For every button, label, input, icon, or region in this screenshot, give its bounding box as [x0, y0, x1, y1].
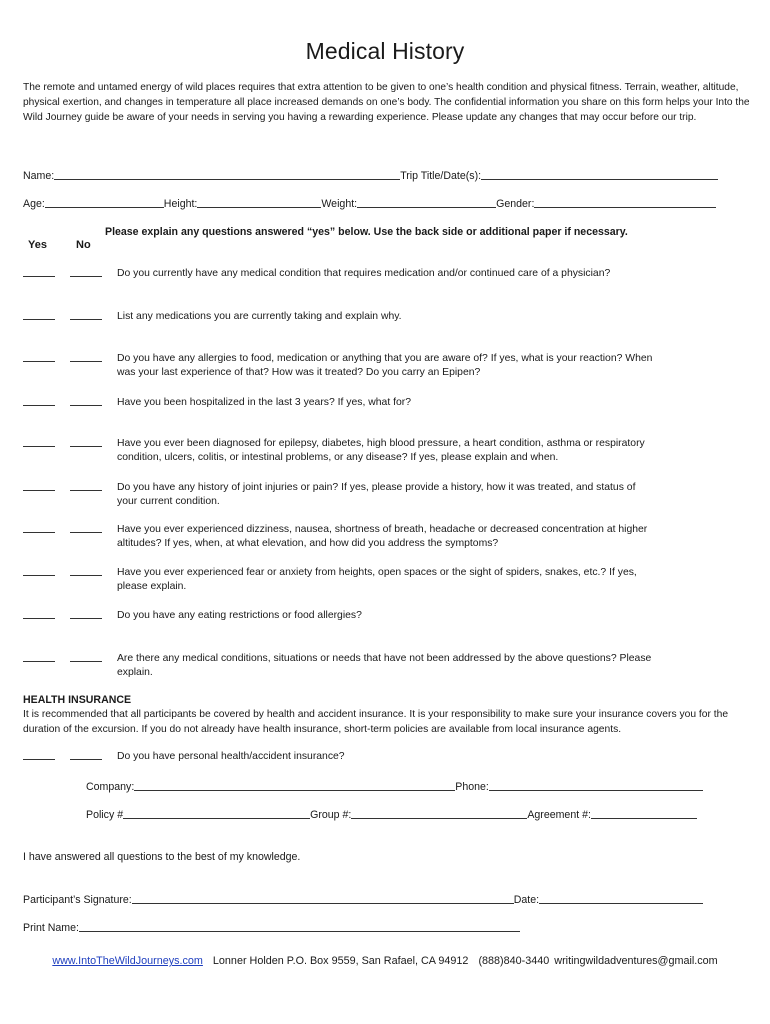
company-phone-row: [86, 779, 703, 793]
name-trip-row: [23, 168, 718, 182]
no-blank[interactable]: [70, 405, 102, 406]
website-link[interactable]: www.IntoTheWildJourneys.com: [52, 955, 203, 967]
yes-blank[interactable]: [23, 405, 55, 406]
no-column-header: No: [76, 239, 91, 251]
print-name-label: Print Name:: [23, 922, 79, 934]
question-text: List any medications you are currently taking and explain why.: [117, 311, 402, 322]
group-field[interactable]: [351, 807, 527, 819]
insurance-text: It is recommended that all participants be covered by health and accident insurance. It is your responsibility to make sure your insurance covers you for the duration of the excursion. If you do not already have health insurance, short-term policies are available from local insurance agents.: [23, 709, 729, 735]
question-text: Are there any medical conditions, situations or needs that have not been addressed by the above questions? Please explain.: [117, 653, 652, 679]
phone-label: Phone:: [455, 781, 489, 793]
question-text: Do you currently have any medical condition that requires medication and/or continued care of a physician?: [117, 268, 611, 279]
insurance-heading: HEALTH INSURANCE: [23, 694, 132, 706]
name-label: Name:: [23, 170, 55, 182]
no-blank[interactable]: [70, 759, 102, 760]
yes-blank[interactable]: [23, 319, 55, 320]
footer-phone: (888)840-3440: [478, 955, 550, 967]
no-blank[interactable]: [70, 532, 102, 533]
policy-label: Policy #: [86, 809, 124, 821]
age-height-row: [23, 196, 716, 210]
company-label: Company:: [86, 781, 135, 793]
attestation: I have answered all questions to the best of my knowledge.: [23, 851, 301, 863]
yes-blank[interactable]: [23, 276, 55, 277]
yes-blank[interactable]: [23, 661, 55, 662]
weight-label: Weight:: [321, 198, 358, 210]
question-text: Do you have any history of joint injuries or pain? If yes, please provide a history, how it was treated, and status of your current condition.: [117, 482, 636, 508]
signature-field[interactable]: [132, 892, 514, 904]
question-text: Do you have personal health/accident insurance?: [117, 751, 345, 762]
yes-blank[interactable]: [23, 361, 55, 362]
question-text: Have you ever been diagnosed for epilepsy, diabetes, high blood pressure, a heart condition, asthma or respiratory condition, ulcers, colitis, or intestinal problems, or any disease? If yes, please explain and when.: [117, 438, 645, 464]
footer: [0, 955, 770, 967]
signature-row: [23, 892, 703, 906]
no-blank[interactable]: [70, 618, 102, 619]
question-text: Do you have any eating restrictions or food allergies?: [117, 610, 362, 621]
instructions: Please explain any questions answered “yes” below. Use the back side or additional paper if necessary.: [105, 226, 628, 238]
policy-field[interactable]: [123, 807, 310, 819]
yes-blank[interactable]: [23, 490, 55, 491]
weight-field[interactable]: [357, 196, 496, 208]
no-blank[interactable]: [70, 446, 102, 447]
date-label: Date:: [513, 894, 540, 906]
policy-row: [86, 807, 697, 821]
no-blank[interactable]: [70, 361, 102, 362]
yes-column-header: Yes: [28, 239, 47, 251]
gender-label: Gender:: [496, 198, 535, 210]
age-field[interactable]: [45, 196, 164, 208]
gender-field[interactable]: [534, 196, 716, 208]
no-blank[interactable]: [70, 319, 102, 320]
page-title: Medical History: [305, 38, 465, 64]
signature-label: Participant’s Signature:: [23, 894, 132, 906]
footer-email: writingwildadventures@gmail.com: [554, 955, 718, 967]
age-label: Age:: [23, 198, 45, 210]
agreement-field[interactable]: [591, 807, 697, 819]
date-field[interactable]: [539, 892, 703, 904]
height-label: Height:: [163, 198, 198, 210]
yes-blank[interactable]: [23, 532, 55, 533]
no-blank[interactable]: [70, 575, 102, 576]
yes-blank[interactable]: [23, 446, 55, 447]
question-text: Do you have any allergies to food, medication or anything that you are aware of? If yes, what is your reaction? When was your last experience of that? How was it treated? Do you carry an Epipen?: [117, 353, 653, 379]
trip-label: Trip Title/Date(s):: [400, 170, 482, 182]
company-field[interactable]: [134, 779, 455, 791]
print-name-row: [23, 920, 520, 934]
yes-blank[interactable]: [23, 618, 55, 619]
agreement-label: Agreement #:: [527, 809, 591, 821]
phone-field[interactable]: [489, 779, 703, 791]
yes-blank[interactable]: [23, 575, 55, 576]
name-field[interactable]: [54, 168, 400, 180]
yes-blank[interactable]: [23, 759, 55, 760]
intro-paragraph: The remote and untamed energy of wild places requires that extra attention to be given to one’s health condition and physical fitness. Terrain, weather, altitude, physical exertion, and changes in temperature all place increased demands on one’s body. The confidential information you share on this form helps your Into the Wild Journey guide be aware of your needs in serving you having a rewarding experience. Please update any changes that may occur before our trip.: [23, 82, 750, 123]
group-label: Group #:: [310, 809, 352, 821]
question-text: Have you been hospitalized in the last 3 years? If yes, what for?: [117, 397, 411, 408]
print-name-field[interactable]: [79, 920, 520, 932]
no-blank[interactable]: [70, 490, 102, 491]
trip-field[interactable]: [481, 168, 718, 180]
no-blank[interactable]: [70, 276, 102, 277]
height-field[interactable]: [197, 196, 321, 208]
question-text: Have you ever experienced fear or anxiety from heights, open spaces or the sight of spiders, snakes, etc.? If yes, please explain.: [117, 567, 637, 593]
footer-contact: Lonner Holden P.O. Box 9559, San Rafael, CA 94912: [212, 955, 469, 967]
question-text: Have you ever experienced dizziness, nausea, shortness of breath, headache or decreased concentration at higher altitudes? If yes, when, at what elevation, and how did you address the symptoms?: [117, 524, 648, 550]
no-blank[interactable]: [70, 661, 102, 662]
